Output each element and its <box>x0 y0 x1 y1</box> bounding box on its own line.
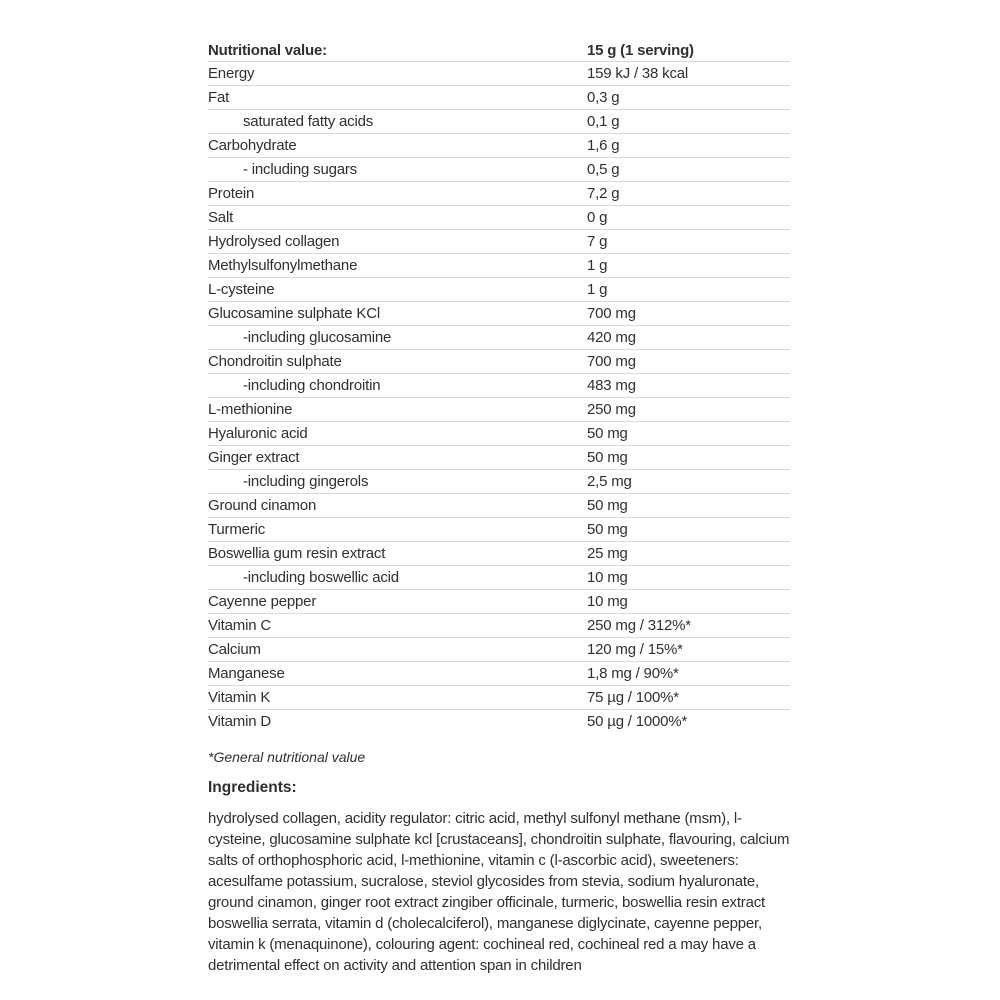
footnote: *General nutritional value <box>208 749 366 765</box>
row-label: Hyaluronic acid <box>208 425 308 442</box>
row-label: Turmeric <box>208 521 266 538</box>
row-value: 700 mg <box>587 305 636 322</box>
row-value: 50 mg <box>587 425 628 442</box>
row-label: Salt <box>208 209 234 226</box>
row-value: 25 mg <box>587 545 628 562</box>
table-row <box>208 638 790 662</box>
table-row <box>208 590 790 614</box>
table-row <box>208 302 790 326</box>
table-row <box>208 374 790 398</box>
row-value: 75 µg / 100%* <box>587 689 679 706</box>
row-value: 700 mg <box>587 353 636 370</box>
row-value: 2,5 mg <box>587 473 632 490</box>
row-label: Calcium <box>208 641 261 658</box>
table-row <box>208 158 790 182</box>
row-label: L-cysteine <box>208 281 275 298</box>
row-value: 10 mg <box>587 593 628 610</box>
row-value: 50 mg <box>587 521 628 538</box>
table-row <box>208 62 790 86</box>
table-row <box>208 614 790 638</box>
row-label: Cayenne pepper <box>208 593 317 610</box>
table-row <box>208 542 790 566</box>
row-label: Ginger extract <box>208 449 300 466</box>
row-value: 10 mg <box>587 569 628 586</box>
row-label: Ground cinamon <box>208 497 317 514</box>
row-value: 420 mg <box>587 329 636 346</box>
row-label: Chondroitin sulphate <box>208 353 342 370</box>
row-label: L-methionine <box>208 401 293 418</box>
row-value: 0,1 g <box>587 113 620 130</box>
row-value: 50 µg / 1000%* <box>587 713 688 730</box>
row-value: 0,3 g <box>587 89 620 106</box>
ingredients-text: hydrolysed collagen, acidity regulator: citric acid, methyl sulfonyl methane (msm), l-cysteine, glucosamine sulphate kcl [crustaceans], chondroitin sulphate, flavouring, calcium salts of orthophosphoric acid, l-methionine, vitamin c (l-ascorbic acid), sweeteners: acesulfame potassium, sucralose, steviol glycosides from stevia, sodium hyaluronate, ground cinamon, ginger root extract zingiber officinale, turmeric, boswellia resin extract boswellia serrata, vitamin d (cholecalciferol), manganese diglycinate, cayenne pepper, vitamin k (menaquinone), colouring agent: cochineal red, cochineal red a may have a detrimental effect on activity and attention span in children <box>208 810 790 974</box>
row-value: 50 mg <box>587 497 628 514</box>
row-label: -including boswellic acid <box>243 569 399 586</box>
table-row <box>208 230 790 254</box>
row-value: 483 mg <box>587 377 636 394</box>
row-label: Energy <box>208 65 255 82</box>
row-label: Glucosamine sulphate KCl <box>208 305 380 322</box>
table-row <box>208 350 790 374</box>
nutrition-label <box>208 40 790 976</box>
row-label: Vitamin K <box>208 689 271 706</box>
row-label: Manganese <box>208 665 285 682</box>
row-label: Vitamin D <box>208 713 271 730</box>
row-value: 1,6 g <box>587 137 620 154</box>
table-row <box>208 182 790 206</box>
table-header-label: Nutritional value: <box>208 42 327 59</box>
row-label: Protein <box>208 185 255 202</box>
nutrition-table <box>208 40 790 733</box>
row-value: 1,8 mg / 90%* <box>587 665 679 682</box>
table-row <box>208 686 790 710</box>
row-label: saturated fatty acids <box>243 113 374 130</box>
row-label: Fat <box>208 89 230 106</box>
table-row <box>208 422 790 446</box>
row-value: 50 mg <box>587 449 628 466</box>
table-row <box>208 110 790 134</box>
row-label: - including sugars <box>243 161 357 178</box>
row-label: Boswellia gum resin extract <box>208 545 386 562</box>
table-row <box>208 326 790 350</box>
row-value: 0,5 g <box>587 161 620 178</box>
row-value: 1 g <box>587 281 608 298</box>
row-label: Methylsulfonylmethane <box>208 257 358 274</box>
row-value: 120 mg / 15%* <box>587 641 683 658</box>
table-row <box>208 254 790 278</box>
row-value: 7,2 g <box>587 185 620 202</box>
table-body <box>208 62 790 733</box>
row-label: -including chondroitin <box>243 377 381 394</box>
table-row <box>208 446 790 470</box>
table-row <box>208 278 790 302</box>
row-label: Vitamin C <box>208 617 271 634</box>
table-row <box>208 398 790 422</box>
row-label: Hydrolysed collagen <box>208 233 340 250</box>
table-header-row <box>208 40 790 62</box>
table-row <box>208 206 790 230</box>
table-row <box>208 470 790 494</box>
row-value: 250 mg / 312%* <box>587 617 691 634</box>
table-row <box>208 86 790 110</box>
table-row <box>208 566 790 590</box>
row-value: 0 g <box>587 209 608 226</box>
row-value: 1 g <box>587 257 608 274</box>
row-label: -including glucosamine <box>243 329 392 346</box>
row-label: -including gingerols <box>243 473 369 490</box>
row-value: 159 kJ / 38 kcal <box>587 65 689 82</box>
table-header-value: 15 g (1 serving) <box>587 42 694 59</box>
table-row <box>208 662 790 686</box>
row-value: 250 mg <box>587 401 636 418</box>
row-value: 7 g <box>587 233 608 250</box>
ingredients-heading: Ingredients: <box>208 779 297 796</box>
table-row <box>208 134 790 158</box>
table-row <box>208 710 790 733</box>
row-label: Carbohydrate <box>208 137 297 154</box>
table-row <box>208 518 790 542</box>
table-row <box>208 494 790 518</box>
